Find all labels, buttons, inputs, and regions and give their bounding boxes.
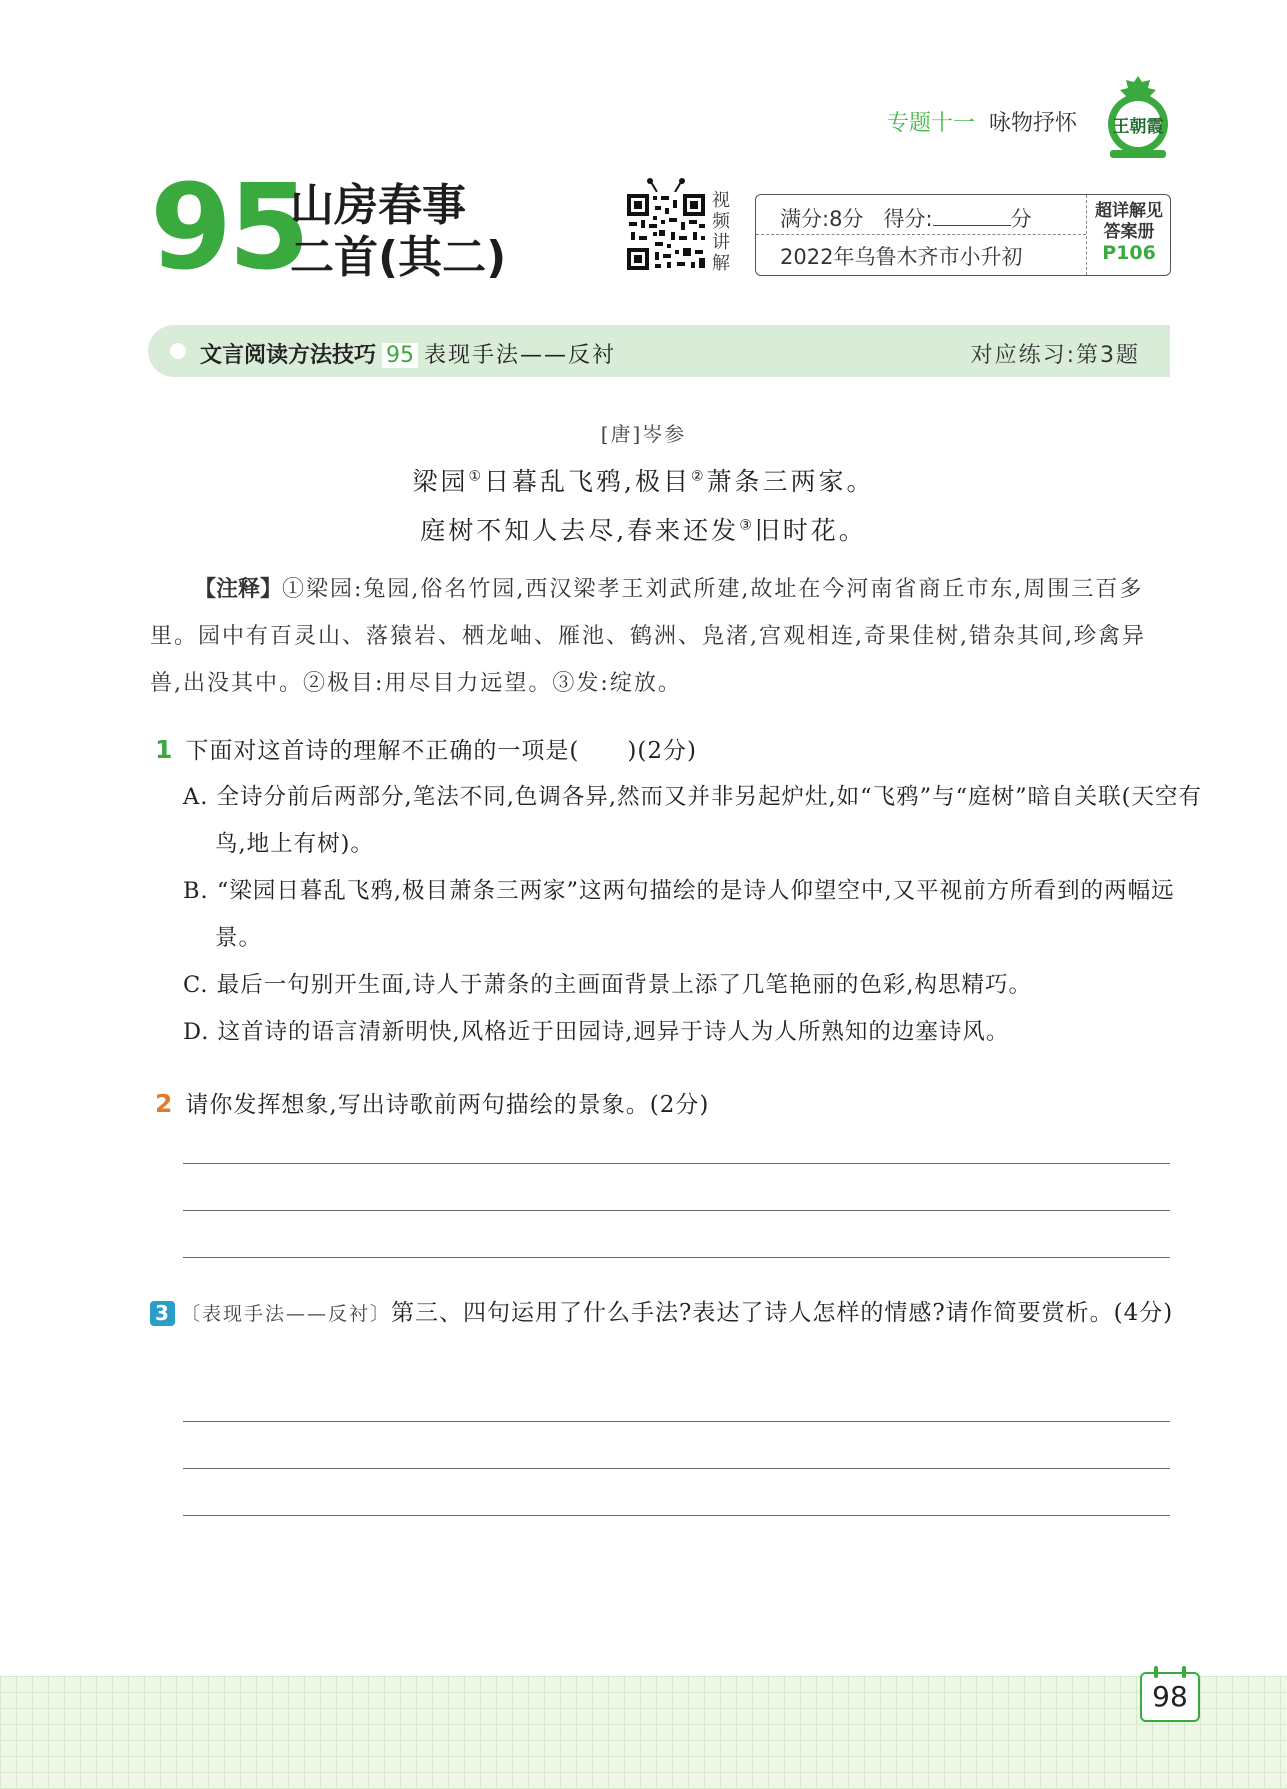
exam-source: 2022年乌鲁木齐市小升初	[780, 245, 1023, 269]
question-2-number: 2	[155, 1089, 174, 1118]
score-box	[755, 194, 1171, 276]
poem-line-2: 庭树不知人去尽,春来还发③旧时花。	[420, 516, 867, 545]
question-3-number: 3	[150, 1301, 175, 1326]
lesson-number: 95	[150, 158, 307, 296]
page-number	[1140, 1672, 1200, 1722]
answer-page: P106	[1102, 242, 1156, 264]
score-label: 得分:	[883, 207, 933, 231]
score-blank[interactable]	[933, 207, 1011, 226]
question-1-stem: 下面对这首诗的理解不正确的一项是( )(2分)	[185, 738, 697, 764]
page-tab-icon	[1154, 1666, 1158, 1678]
score-vertical-divider	[1086, 195, 1087, 275]
question-1-number: 1	[155, 735, 174, 764]
publisher-seal-icon	[1098, 72, 1178, 160]
question-3-stem: 第三、四句运用了什么手法?表达了诗人怎样的情感?请作简要赏析。(4分)	[391, 1300, 1174, 1326]
banner-number: 95	[382, 343, 418, 368]
answer-line-q3-3[interactable]	[183, 1515, 1170, 1516]
qr-video-label: 视频讲解	[712, 190, 730, 274]
score-unit: 分	[1010, 207, 1032, 231]
score-divider	[756, 234, 1086, 235]
notes-label: 【注释】	[194, 577, 283, 602]
score-row	[780, 203, 1032, 233]
page-number-text: 98	[1152, 1680, 1188, 1713]
banner-practice: 对应练习:第3题	[970, 343, 1140, 368]
poem-line-1: 梁园①日暮乱飞鸦,极目②萧条三两家。	[412, 467, 875, 496]
lesson-title	[290, 180, 506, 284]
answer-line-q2-2[interactable]	[183, 1210, 1170, 1211]
topic-name: 咏物抒怀	[988, 111, 1077, 136]
full-score: 满分:8分	[780, 207, 864, 231]
banner-topic: 表现手法——反衬	[424, 343, 617, 368]
page-tab-icon	[1182, 1666, 1186, 1678]
option-a[interactable]: A. 全诗分前后两部分,笔法不同,色调各异,然而又并非另起炉灶,如“飞鸦”与“庭树”暗自关联(天空有鸟,地上有树)。	[183, 784, 1202, 857]
option-b[interactable]: B. “梁园日暮乱飞鸦,极目萧条三两家”这两句描绘的是诗人仰望空中,又平视前方所看到的两幅远景。	[183, 878, 1175, 951]
footer-grid	[0, 1676, 1287, 1789]
question-3-tag: 〔表现手法——反衬〕	[181, 1303, 392, 1325]
topic-header	[887, 106, 1077, 137]
answer-reference	[1088, 201, 1170, 264]
banner-method: 文言阅读方法技巧	[200, 343, 377, 368]
qr-code-icon[interactable]	[625, 178, 715, 273]
notes-text: ①梁园:兔园,俗名竹园,西汉梁孝王刘武所建,故址在今河南省商丘市东,周围三百多里。园中有百灵山、落猿岩、栖龙岫、雁池、鹤洲、凫渚,宫观相连,奇果佳树,错杂其间,珍禽异兽,出没其中。②极目:用尽目力远望。③发:绽放。	[150, 577, 1146, 696]
method-banner	[148, 325, 1170, 377]
banner-title	[200, 338, 616, 369]
answer-line-q3-1[interactable]	[183, 1421, 1170, 1422]
answer-ref-line2: 答案册	[1103, 222, 1155, 242]
answer-line-q2-1[interactable]	[183, 1163, 1170, 1164]
question-2	[155, 1086, 709, 1119]
banner-dot-icon	[170, 343, 186, 359]
annotation-notes	[150, 566, 1170, 707]
question-3	[150, 1290, 1205, 1338]
answer-ref-line1: 超详解见	[1095, 201, 1163, 221]
question-2-stem: 请你发挥想象,写出诗歌前两句描绘的景象。(2分)	[185, 1092, 710, 1118]
topic-label: 专题十一	[886, 111, 975, 136]
option-d[interactable]: D. 这首诗的语言清新明快,风格近于田园诗,迥异于诗人为人所熟知的边塞诗风。	[183, 1019, 1010, 1045]
lesson-title-line1: 山房春事	[290, 180, 466, 231]
poem-author: [唐]岑参	[600, 422, 687, 446]
seal-text: 王朝霞	[1112, 117, 1164, 137]
answer-line-q2-3[interactable]	[183, 1257, 1170, 1258]
lesson-title-line2: 二首(其二)	[290, 232, 507, 283]
option-c[interactable]: C. 最后一句别开生面,诗人于萧条的主画面背景上添了几笔艳丽的色彩,构思精巧。	[183, 972, 1033, 998]
question-1	[155, 732, 697, 765]
answer-line-q3-2[interactable]	[183, 1468, 1170, 1469]
